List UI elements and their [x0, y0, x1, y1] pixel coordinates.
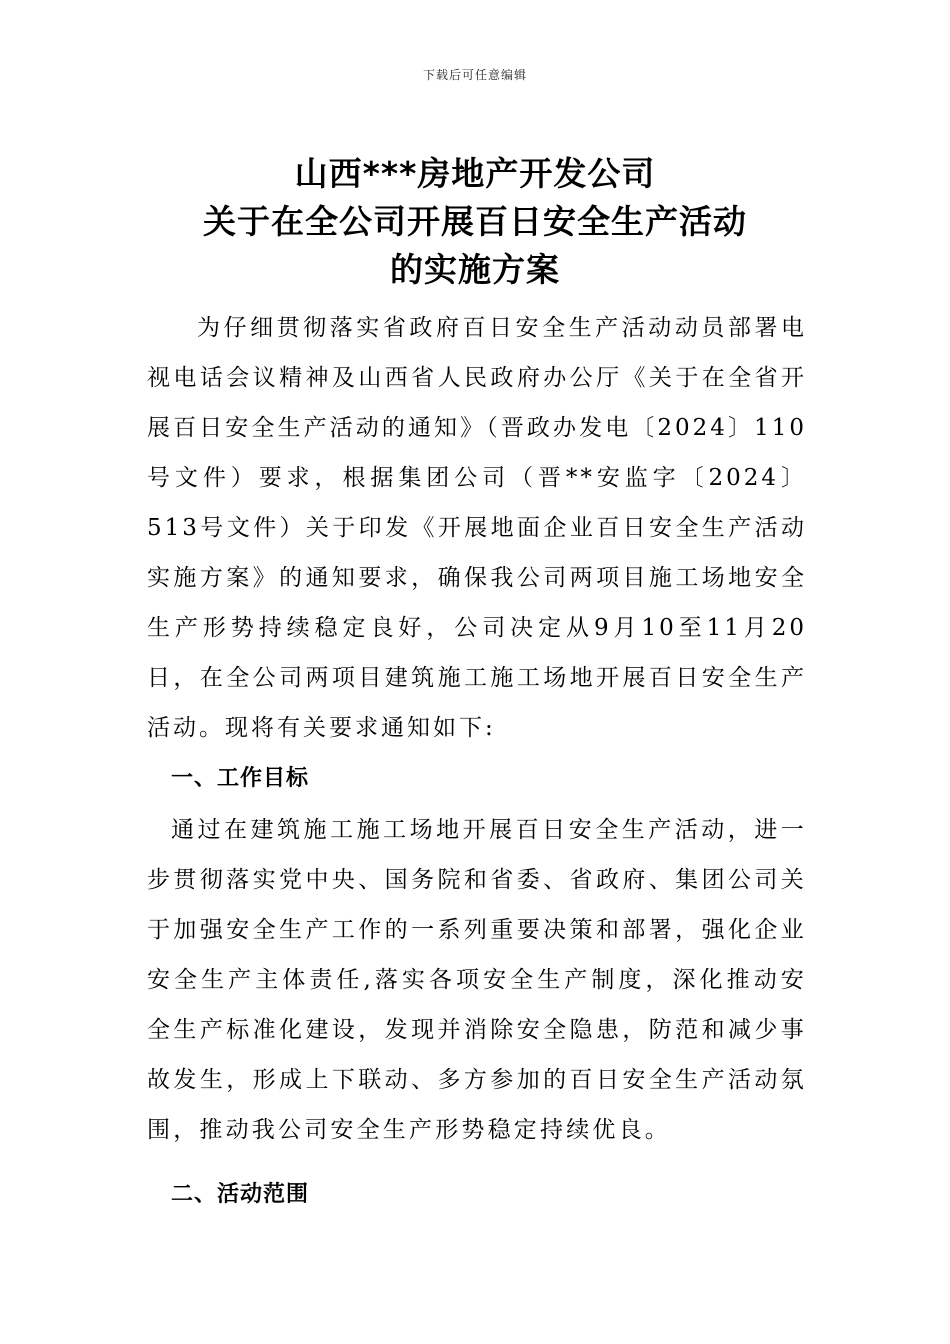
title-line-2: 关于在全公司开展百日安全生产活动: [203, 202, 747, 241]
title-line-3: 的实施方案: [390, 250, 560, 289]
section-body-goals: 通过在建筑施工施工场地开展百日安全生产活动，进一步贯彻落实党中央、国务院和省委、省政府、集团公司关于加强安全生产工作的一系列重要决策和部署，强化企业安全生产主体责任,落实各项安全生产制度，深化推动安全生产标准化建设，发现并消除安全隐患，防范和减少事故发生，形成上下联动、多方参加的百日安全生产活动氛围，推动我公司安全生产形势稳定持续优良。: [147, 817, 807, 1143]
header-note: 下载后可任意编辑: [422, 68, 527, 82]
section-spacer: [147, 1155, 807, 1169]
section-heading-goals: 一、工作目标: [171, 766, 310, 791]
section-heading-scope: 二、活动范围: [171, 1182, 310, 1207]
intro-paragraph: 为仔细贯彻落实省政府百日安全生产活动动员部署电视电话会议精神及山西省人民政府办公厅《关于在全省开展百日安全生产活动的通知》（晋政办发电〔2024〕110号文件）要求，根据集团公司（晋**安监字〔2024〕513号文件）关于印发《开展地面企业百日安全生产活动实施方案》的通知要求，确保我公司两项目施工场地安全生产形势持续稳定良好，公司决定从9月10至11月20日，在全公司两项目建筑施工施工场地开展百日安全生产活动。现将有关要求通知如下:: [147, 315, 807, 741]
title-line-1: 山西***房地产开发公司: [294, 154, 656, 193]
document-body: [147, 303, 807, 1221]
document-title: [120, 150, 830, 294]
